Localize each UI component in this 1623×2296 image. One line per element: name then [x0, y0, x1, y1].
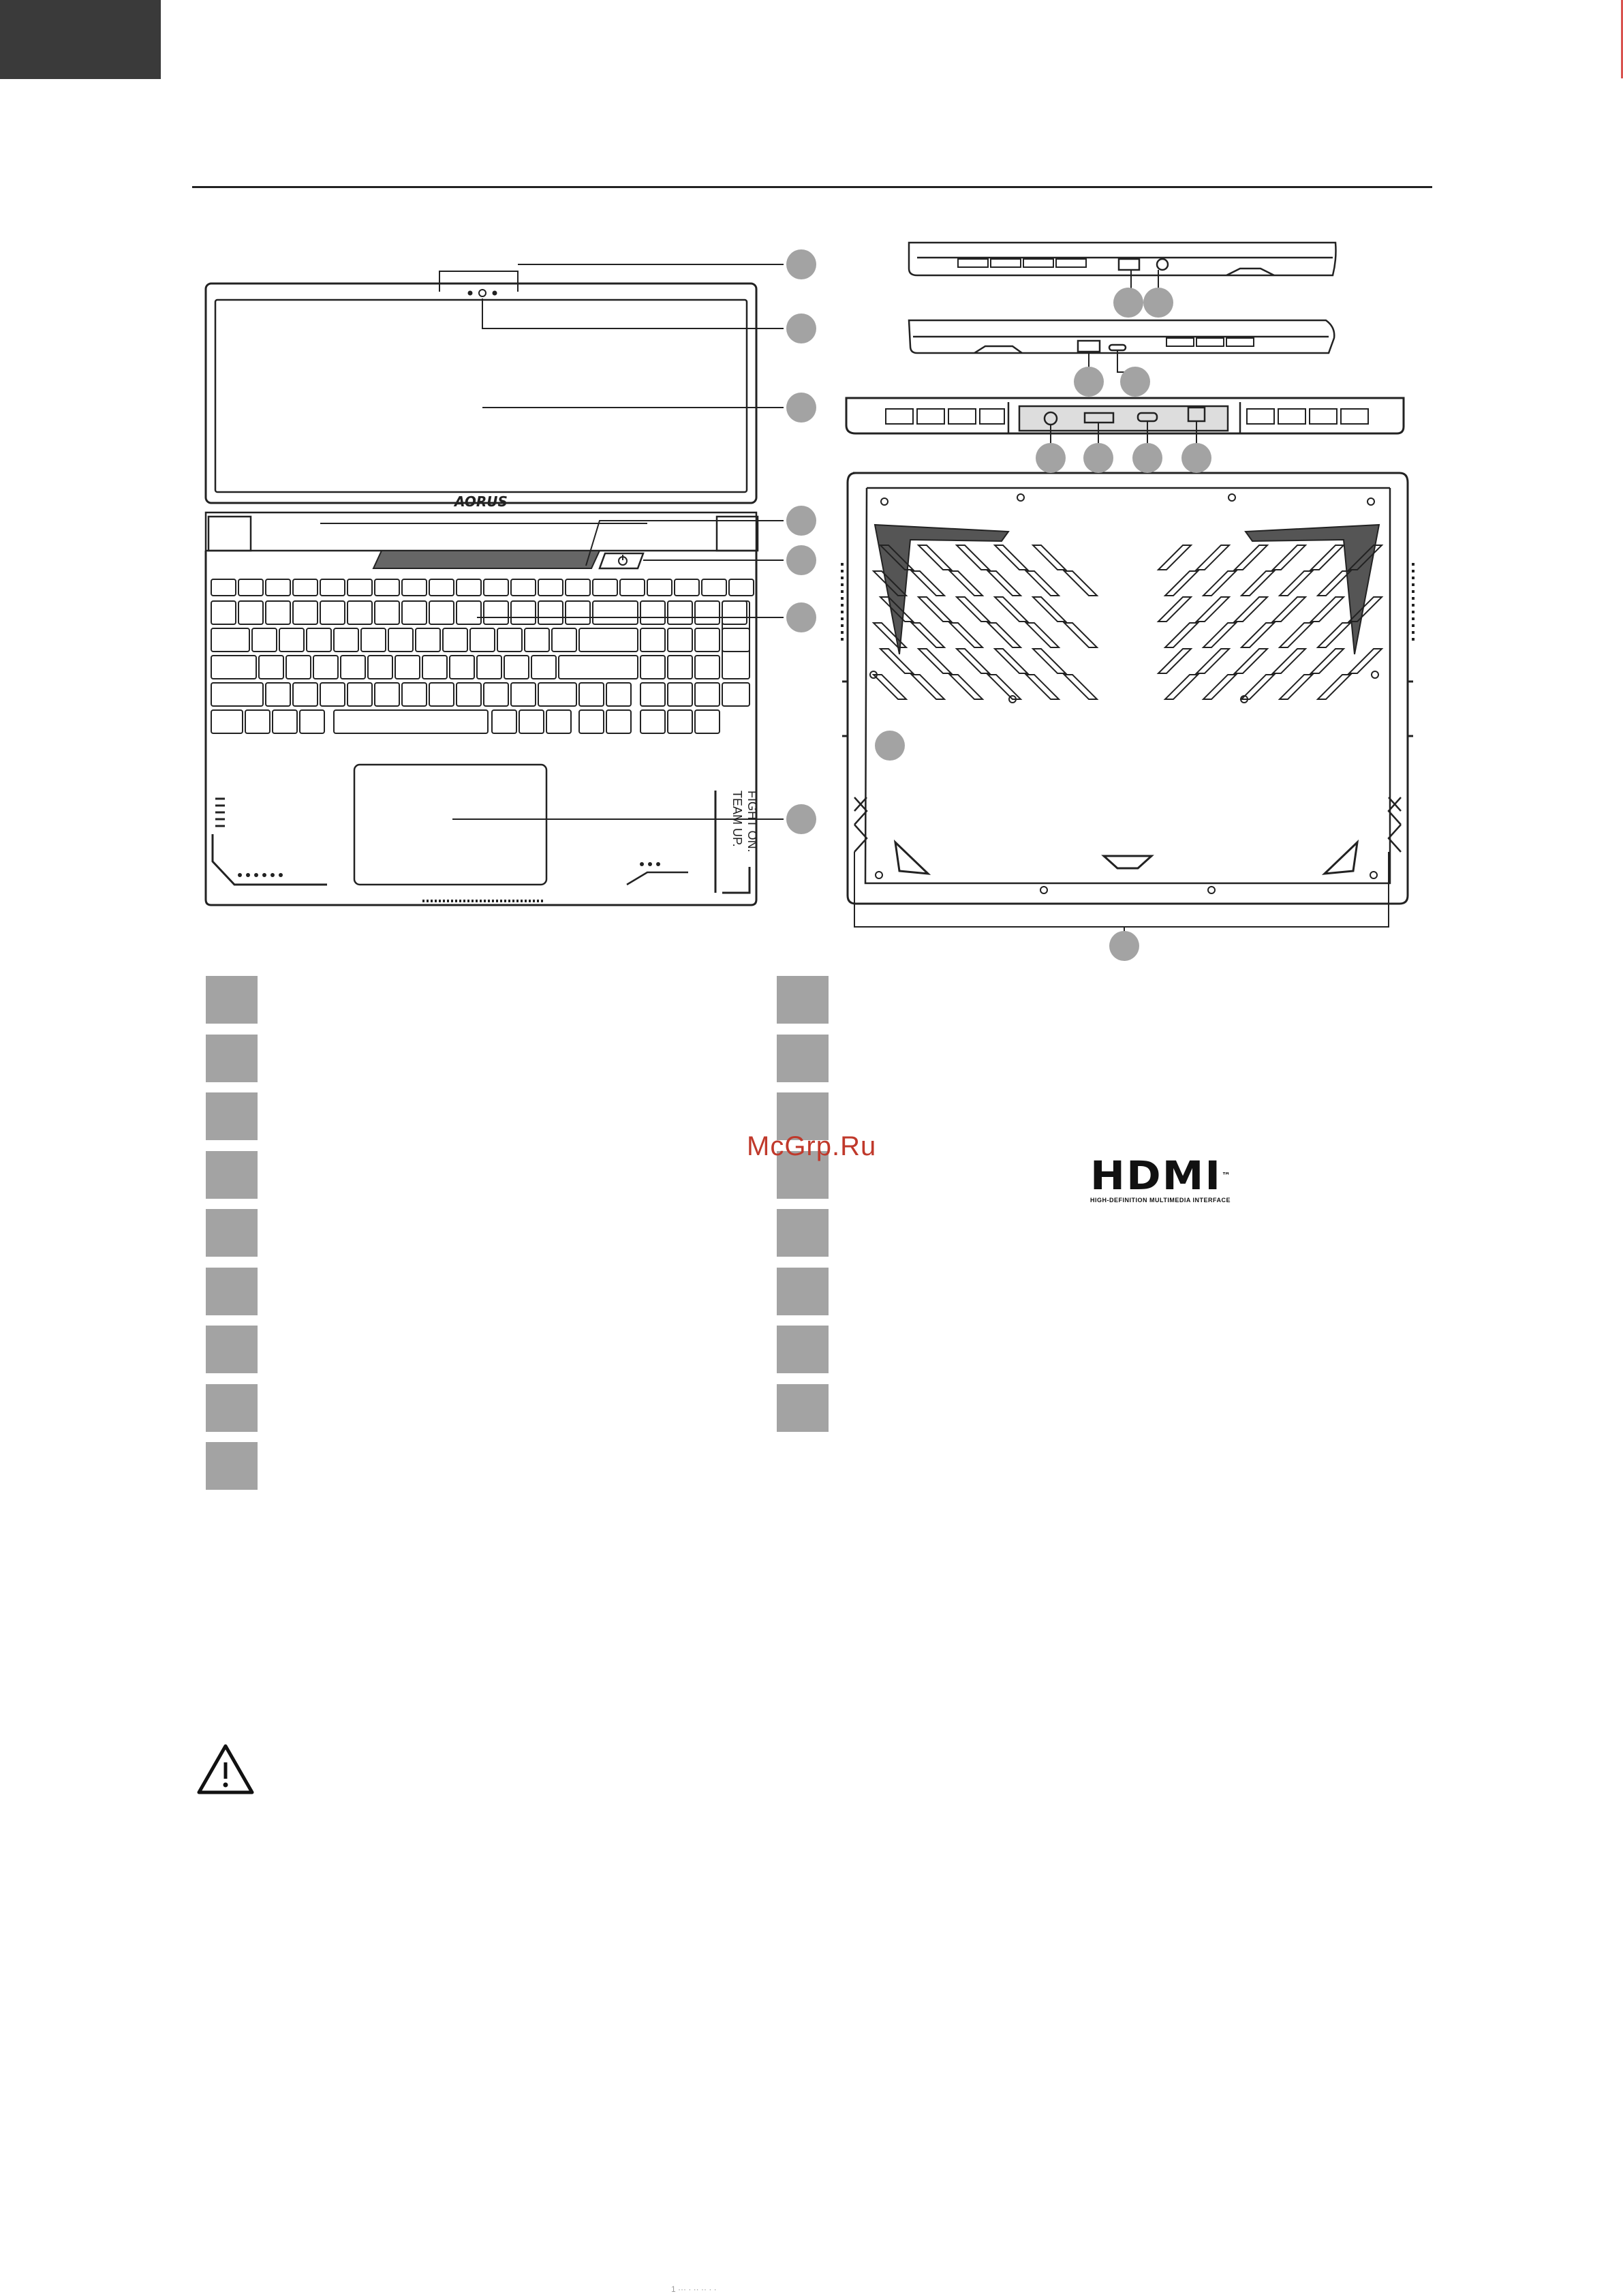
vent-slat: [912, 675, 944, 699]
hdmi-logo: [1090, 1152, 1240, 1204]
vent-slat: [1165, 675, 1198, 699]
keyboard-key: [457, 601, 481, 624]
vent-slat: [1064, 623, 1097, 647]
vent-slat: [1203, 571, 1236, 596]
keyboard-key: [722, 628, 749, 652]
vent-slat: [1203, 675, 1236, 699]
vent-slat: [1311, 597, 1344, 622]
keyboard-key: [279, 628, 304, 652]
keyboard-key: [429, 601, 454, 624]
vent-slat: [912, 571, 944, 596]
keyboard-key: [729, 579, 754, 596]
keyboard-key: [211, 710, 243, 733]
legend-marker: [206, 1092, 258, 1140]
keyboard-key: [579, 628, 638, 652]
vent-slat: [1026, 675, 1059, 699]
keyboard-key: [422, 656, 447, 679]
vent-slat: [1318, 675, 1350, 699]
vent-slat: [1196, 545, 1229, 570]
keyboard-key: [538, 579, 563, 596]
keyboard-key: [620, 579, 645, 596]
keyboard-key: [484, 683, 508, 706]
laptop-side-view-left: [909, 320, 1334, 379]
vent-slat: [950, 675, 983, 699]
hdmi-tm: ™: [1222, 1171, 1232, 1180]
keyboard-key: [375, 683, 399, 706]
keyboard-key: [211, 656, 256, 679]
keyboard-key: [334, 710, 488, 733]
legend-marker: [777, 1384, 829, 1432]
keyboard-key: [668, 683, 692, 706]
vent-slat: [957, 597, 989, 622]
keyboard-key: [470, 628, 495, 652]
keyboard-key: [293, 601, 318, 624]
aorus-logo: AORUS: [454, 493, 508, 510]
keyboard-key: [266, 579, 290, 596]
vent-slat: [988, 571, 1021, 596]
keyboard-key: [504, 656, 529, 679]
keyboard-key: [388, 628, 413, 652]
warning-triangle-icon: [195, 1742, 256, 1796]
keyboard-key: [484, 601, 508, 624]
keyboard-key: [457, 579, 481, 596]
vent-slat: [1033, 649, 1066, 673]
vent-slat: [1273, 649, 1305, 673]
vent-slat: [1158, 545, 1191, 570]
vent-slat: [1311, 649, 1344, 673]
palm-text-1: TEAM UP.: [730, 791, 744, 847]
laptop-bottom-view: [842, 473, 1413, 936]
vent-slat: [957, 545, 989, 570]
laptop-rear-view: [846, 398, 1404, 447]
legend-marker: [206, 1035, 258, 1082]
legend-marker: [777, 1326, 829, 1373]
vent-slat: [957, 649, 989, 673]
legend-marker: [206, 1442, 258, 1490]
vent-slat: [918, 545, 951, 570]
keyboard-key: [211, 628, 249, 652]
keyboard-key: [593, 601, 638, 624]
vent-slat: [918, 597, 951, 622]
keyboard-key: [722, 601, 747, 624]
keyboard-key: [313, 656, 338, 679]
keyboard-key: [519, 710, 544, 733]
keyboard-key: [492, 710, 516, 733]
vent-slat: [1196, 649, 1229, 673]
keyboard-key: [538, 683, 576, 706]
vent-slat: [1235, 545, 1267, 570]
keyboard-key: [286, 656, 311, 679]
vent-slat: [880, 649, 913, 673]
vent-slat: [1280, 675, 1312, 699]
keyboard-key: [347, 683, 372, 706]
keyboard-key: [640, 656, 665, 679]
vent-slat: [1064, 571, 1097, 596]
keyboard-key: [640, 628, 665, 652]
keyboard-key: [402, 683, 427, 706]
keyboard-key: [640, 683, 665, 706]
laptop-top-view: [206, 264, 784, 905]
keyboard-key: [702, 579, 726, 596]
keyboard-key: [361, 628, 386, 652]
legend-marker: [777, 1035, 829, 1082]
keyboard-key: [668, 710, 692, 733]
vent-slat: [1203, 623, 1236, 647]
keyboard-key: [457, 683, 481, 706]
legend-marker: [777, 976, 829, 1024]
keyboard-key: [695, 656, 720, 679]
keyboard-key: [259, 656, 283, 679]
keyboard-key: [640, 601, 665, 624]
keyboard-key: [320, 601, 345, 624]
keyboard-key: [368, 656, 392, 679]
keyboard-key: [334, 628, 358, 652]
keyboard-key: [266, 601, 290, 624]
keyboard-key: [252, 628, 277, 652]
vent-slat: [1235, 649, 1267, 673]
keyboard-key: [484, 579, 508, 596]
keyboard-key: [695, 601, 720, 624]
legend-marker: [206, 1326, 258, 1373]
keyboard-key: [538, 601, 563, 624]
keyboard-key: [695, 710, 720, 733]
keyboard-key: [402, 601, 427, 624]
keyboard-key: [347, 579, 372, 596]
vent-slat: [950, 623, 983, 647]
keyboard-key: [579, 710, 604, 733]
vent-slat: [988, 675, 1021, 699]
vent-slat: [995, 597, 1027, 622]
vent-slat: [1165, 623, 1198, 647]
vent-slat: [1033, 545, 1066, 570]
vent-slat: [1033, 597, 1066, 622]
keyboard-key: [375, 601, 399, 624]
vent-slat: [1026, 571, 1059, 596]
keyboard-key: [450, 656, 474, 679]
keyboard-key: [443, 628, 467, 652]
keyboard-key: [640, 710, 665, 733]
vent-slat: [1241, 571, 1274, 596]
keyboard-key: [552, 628, 576, 652]
keyboard-key: [722, 683, 749, 706]
keyboard-key: [546, 710, 571, 733]
keyboard-key: [395, 656, 420, 679]
keyboard-key: [566, 579, 590, 596]
keyboard-key: [402, 579, 427, 596]
keyboard-key: [293, 683, 318, 706]
keyboard-key: [341, 656, 365, 679]
keyboard-key: [245, 710, 270, 733]
keyboard-key: [511, 683, 536, 706]
footer-print-mark: 1 ··· · ·· ·· · ·: [671, 2284, 717, 2294]
keyboard-key: [211, 601, 236, 624]
keyboard-key: [238, 601, 263, 624]
keyboard-key: [375, 579, 399, 596]
keyboard-key: [695, 628, 720, 652]
vent-slat: [1158, 649, 1191, 673]
vent-slat: [1280, 623, 1312, 647]
keyboard-key: [559, 656, 638, 679]
keyboard-key: [429, 579, 454, 596]
keyboard-key: [695, 683, 720, 706]
keyboard-key: [347, 601, 372, 624]
vent-slat: [1158, 597, 1191, 622]
vent-slat: [1241, 623, 1274, 647]
keyboard-key: [531, 656, 556, 679]
vent-slat: [1196, 597, 1229, 622]
vent-slat: [1241, 675, 1274, 699]
keyboard-key: [429, 683, 454, 706]
keyboard-key: [668, 656, 692, 679]
keyboard-key: [566, 601, 590, 624]
keyboard-key: [722, 601, 749, 679]
vent-slat: [995, 649, 1027, 673]
keyboard-key: [675, 579, 699, 596]
keyboard-key: [307, 628, 331, 652]
keyboard-key: [511, 601, 536, 624]
keyboard-key: [668, 601, 692, 624]
vent-slat: [912, 623, 944, 647]
keyboard-key: [511, 579, 536, 596]
vent-slat: [1026, 623, 1059, 647]
keyboard-key: [238, 579, 263, 596]
keyboard-key: [320, 579, 345, 596]
vent-slat: [918, 649, 951, 673]
keyboard-key: [668, 628, 692, 652]
keyboard-key: [211, 683, 263, 706]
keyboard-key: [266, 683, 290, 706]
hdmi-word: HDMI: [1090, 1152, 1222, 1199]
legend-marker: [206, 1209, 258, 1257]
keyboard-key: [293, 579, 318, 596]
keyboard-key: [416, 628, 440, 652]
watermark: McGrp.Ru: [747, 1131, 877, 1161]
keyboard-key: [579, 683, 604, 706]
keyboard-key: [593, 579, 617, 596]
keyboard-key: [606, 710, 631, 733]
vent-slat: [874, 675, 906, 699]
vent-slat: [1165, 571, 1198, 596]
legend-marker: [206, 1384, 258, 1432]
legend-marker: [206, 1151, 258, 1199]
keyboard-key: [300, 710, 324, 733]
palm-text-2: FIGHT ON.: [745, 791, 759, 853]
keyboard-key: [606, 683, 631, 706]
vent-slat: [1318, 571, 1350, 596]
keyboard-key: [525, 628, 549, 652]
keyboard-key: [647, 579, 672, 596]
legend-marker: [777, 1209, 829, 1257]
vent-slat: [950, 571, 983, 596]
keyboard-key: [320, 683, 345, 706]
vent-slat: [1235, 597, 1267, 622]
keyboard-key: [497, 628, 522, 652]
vent-slat: [988, 623, 1021, 647]
callout-markers: [786, 249, 1211, 961]
legend-marker: [206, 976, 258, 1024]
keyboard-key: [211, 579, 236, 596]
vent-slat: [1064, 675, 1097, 699]
vent-slat: [1318, 623, 1350, 647]
legend-marker: [206, 1268, 258, 1315]
keyboard-key: [477, 656, 501, 679]
hdmi-subtitle: HIGH-DEFINITION MULTIMEDIA INTERFACE: [1090, 1197, 1231, 1204]
keyboard-key: [273, 710, 297, 733]
vent-slat: [1273, 545, 1305, 570]
vent-slat: [1280, 571, 1312, 596]
vent-slat: [1311, 545, 1344, 570]
legend-marker: [777, 1268, 829, 1315]
vent-slat: [1273, 597, 1305, 622]
vent-slat: [995, 545, 1027, 570]
